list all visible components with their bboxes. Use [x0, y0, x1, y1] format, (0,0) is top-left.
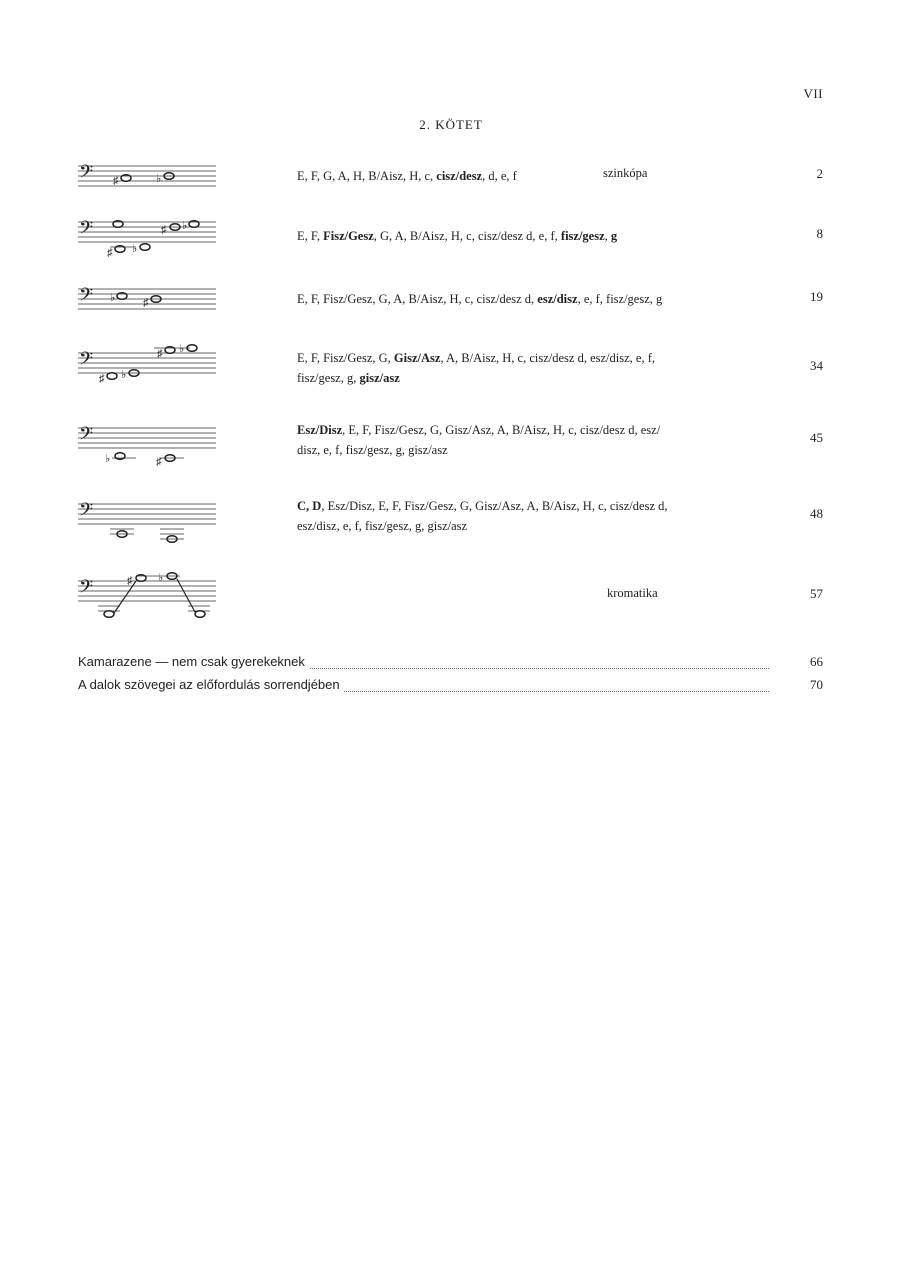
- svg-text:♯: ♯: [156, 456, 162, 468]
- svg-text:♯: ♯: [107, 247, 113, 259]
- svg-text:♯: ♯: [99, 373, 105, 385]
- bass-staff-notation: [76, 218, 218, 260]
- entry-page: 57: [810, 586, 823, 601]
- note-text: , e, f, fisz/gesz, g: [577, 292, 663, 306]
- svg-text:♯: ♯: [113, 175, 119, 187]
- entry-page: 2: [816, 166, 823, 181]
- note-text: fisz/gesz, g,: [297, 371, 360, 385]
- note-text: E, F, G, A, H, B/Aisz, H, c,: [297, 169, 437, 183]
- svg-text:𝄢: 𝄢: [79, 577, 94, 602]
- svg-text:♭: ♭: [179, 343, 185, 355]
- note-set-text: [297, 226, 757, 246]
- svg-text:♭: ♭: [132, 243, 138, 255]
- toc-entry[interactable]: [78, 654, 823, 674]
- highlighted-note: g: [610, 229, 618, 243]
- note-text: ,: [604, 229, 611, 243]
- highlighted-note: cisz/desz: [436, 169, 483, 183]
- entry-tag: kromatika: [607, 586, 658, 600]
- svg-text:♭: ♭: [121, 369, 127, 381]
- svg-text:𝄢: 𝄢: [79, 424, 94, 449]
- note-text: disz, e, f, fisz/gesz, g, gisz/asz: [297, 443, 448, 457]
- note-text: , E, F, Fisz/Gesz, G, Gisz/Asz, A, B/Aisz, H, c, cisz/desz d, esz/: [342, 423, 661, 437]
- highlighted-note: Gisz/Asz: [393, 351, 441, 365]
- note-text: E, F, Fisz/Gesz, G, A, B/Aisz, H, c, cisz/desz d,: [297, 292, 538, 306]
- highlighted-note: Fisz/Gesz: [323, 229, 374, 243]
- entry-page: 8: [816, 226, 823, 241]
- svg-text:♭: ♭: [182, 220, 188, 232]
- svg-text:𝄢: 𝄢: [79, 218, 94, 243]
- bass-staff-notation: [76, 162, 218, 192]
- svg-text:♭: ♭: [110, 292, 116, 304]
- note-text: , Esz/Disz, E, F, Fisz/Gesz, G, Gisz/Asz, A, B/Aisz, H, c, cisz/desz d,: [321, 499, 668, 513]
- note-text: , d, e, f: [482, 169, 517, 183]
- note-text: , G, A, B/Aisz, H, c, cisz/desz d, e, f,: [373, 229, 561, 243]
- svg-text:♯: ♯: [157, 348, 163, 360]
- svg-text:♯: ♯: [143, 297, 149, 309]
- entry-page: 19: [810, 289, 823, 304]
- entry-page: 45: [810, 430, 823, 445]
- note-set-text: [297, 348, 757, 388]
- highlighted-note: fisz/gesz: [560, 229, 605, 243]
- svg-text:𝄢: 𝄢: [79, 500, 94, 525]
- svg-text:♯: ♯: [127, 575, 133, 587]
- note-set-text: [297, 420, 757, 460]
- toc-entry-label: A dalok szövegei az előfordulás sorrendjében: [78, 677, 344, 692]
- highlighted-note: esz/disz: [537, 292, 578, 306]
- bass-staff-notation: [76, 500, 218, 546]
- bass-staff-notation: [76, 285, 218, 315]
- note-text: esz/disz, e, f, fisz/gesz, g, gisz/asz: [297, 519, 468, 533]
- toc-entry-label: Kamarazene — nem csak gyerekeknek: [78, 654, 309, 669]
- entry-tag: szinkópa: [603, 166, 648, 180]
- entry-page: 34: [810, 358, 823, 373]
- toc-entry[interactable]: [78, 677, 823, 697]
- entry-page: 48: [810, 506, 823, 521]
- svg-text:♯: ♯: [161, 224, 167, 236]
- note-text: , A, B/Aisz, H, c, cisz/desz d, esz/disz, e, f,: [440, 351, 655, 365]
- volume-title: 2. KÖTET: [419, 117, 483, 132]
- svg-text:𝄢: 𝄢: [79, 349, 94, 374]
- note-set-text: [297, 166, 757, 186]
- toc-entry-page: 70: [810, 677, 823, 692]
- svg-text:♭: ♭: [156, 173, 162, 185]
- bass-staff-notation: [76, 344, 218, 386]
- bass-staff-notation: [76, 567, 218, 621]
- svg-text:♭: ♭: [105, 453, 111, 465]
- note-text: E, F,: [297, 229, 324, 243]
- toc-entry-page: 66: [810, 654, 823, 669]
- note-set-text: [297, 289, 757, 309]
- svg-text:♭: ♭: [158, 572, 164, 584]
- svg-text:𝄢: 𝄢: [79, 285, 94, 310]
- note-set-text: [297, 496, 757, 536]
- highlighted-note: gisz/asz: [359, 371, 400, 385]
- highlighted-note: Esz/Disz: [297, 423, 343, 437]
- highlighted-note: C, D: [297, 499, 322, 513]
- svg-text:𝄢: 𝄢: [79, 162, 94, 187]
- page-number: VII: [803, 86, 823, 101]
- bass-staff-notation: [76, 424, 218, 466]
- note-text: E, F, Fisz/Gesz, G,: [297, 351, 394, 365]
